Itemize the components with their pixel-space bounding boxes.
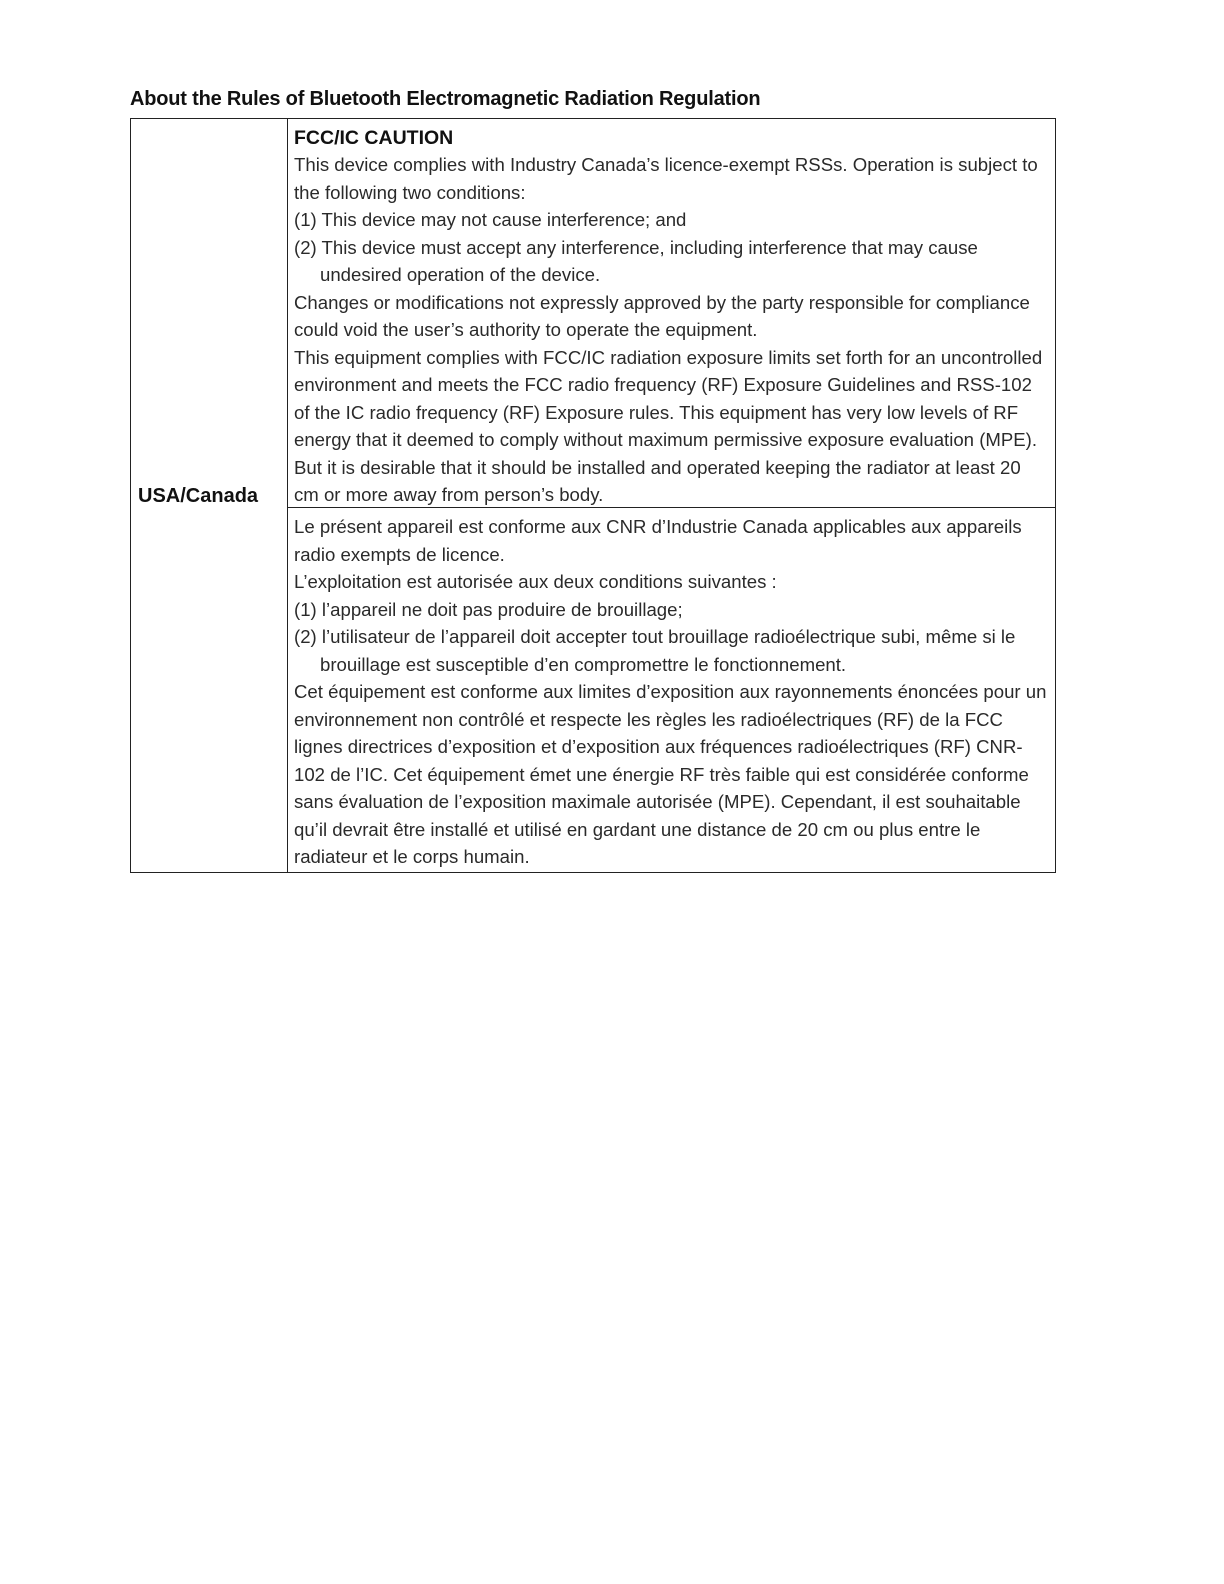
french-exposure-notice: Cet équipement est conforme aux limites d’exposition aux rayonnements énoncées pour un environnement non contrôlé et respecte les règles les radioélectriques (RF) de la FCC lignes directrices d’exposition et d’exposition aux fréquences radioélectriques (RF) CNR-102 de l’IC. Cet équipement émet une énergie RF très faible qui est considérée conforme sans évaluation de l’exposition maximale autorisée (MPE). Cependant, il est souhaitable qu’il devrait être installé et utilisé en gardant une distance de 20 cm ou plus entre le radiateur et le corps humain. <box>294 681 1047 867</box>
english-condition-2: (2) This device must accept any interference, including interference that may cause undesired operation of the device. <box>294 236 978 285</box>
french-conditions-intro: L’exploitation est autorisée aux deux conditions suivantes : <box>294 571 777 592</box>
english-condition-1: (1) This device may not cause interference; and <box>294 209 687 230</box>
english-notice-cell <box>288 119 1055 508</box>
caution-heading: FCC/IC CAUTION <box>294 127 454 149</box>
english-intro: This device complies with Industry Canada’s licence-exempt RSSs. Operation is subject to the following two conditions: <box>294 154 1038 203</box>
french-condition-1: (1) l’appareil ne doit pas produire de brouillage; <box>294 598 683 620</box>
region-label: USA/Canada <box>138 485 259 507</box>
english-changes-notice: Changes or modifications not expressly approved by the party responsible for compliance could void the user’s authority to operate the equipment. <box>294 291 1030 340</box>
french-condition-2: (2) l’utilisateur de l’appareil doit accepter tout brouillage radioélectrique subi, même si le brouillage est susceptible d’en compromettre le fonctionnement. <box>294 626 1016 675</box>
regulation-table <box>130 118 1056 873</box>
region-cell <box>131 119 288 872</box>
notice-column <box>288 119 1055 872</box>
english-exposure-notice: This equipment complies with FCC/IC radiation exposure limits set forth for an uncontrolled environment and meets the FCC radio frequency (RF) Exposure Guidelines and RSS-102 of the IC radio frequency (RF) Exposure rules. This equipment has very low levels of RF energy that it deemed to comply without maximum permissive exposure evaluation (MPE). But it is desirable that it should be installed and operated keeping the radiator at least 20 cm or more away from person’s body. <box>294 346 1043 505</box>
page-title: About the Rules of Bluetooth Electromagnetic Radiation Regulation <box>130 88 761 110</box>
french-intro: Le présent appareil est conforme aux CNR d’Industrie Canada applicables aux appareils radio exempts de licence. <box>294 516 1022 565</box>
french-notice-cell <box>288 508 1055 872</box>
